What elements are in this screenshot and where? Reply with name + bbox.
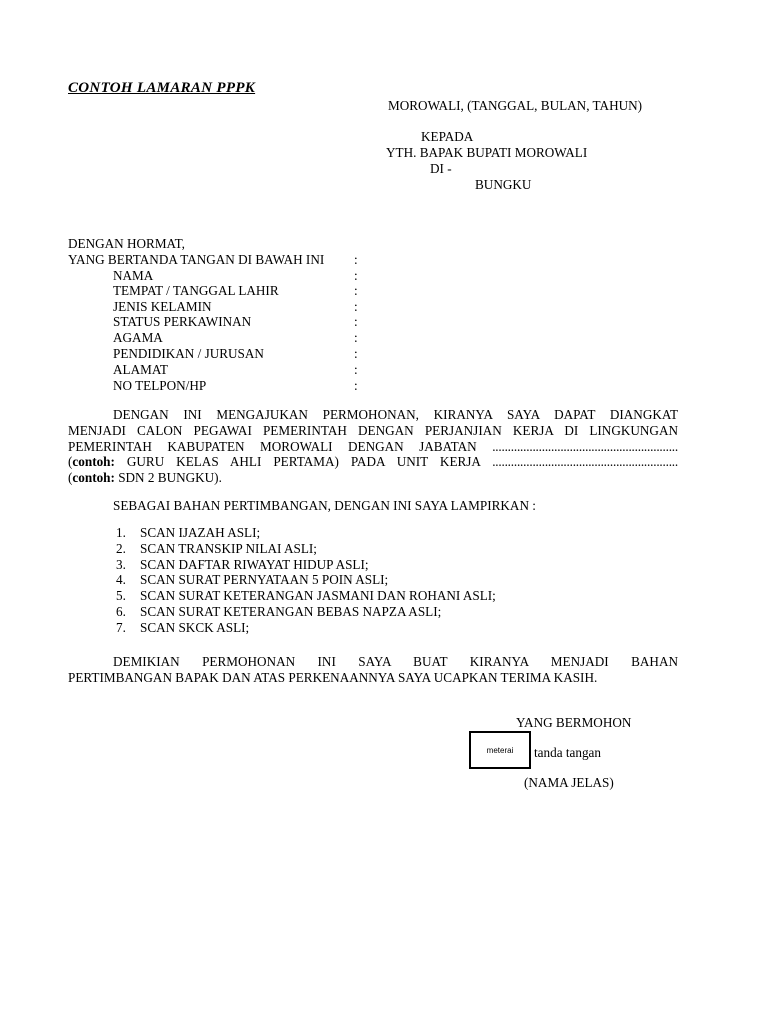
closing-line: PERTIMBANGAN BAPAK DAN ATAS PERKENAANNYA SAYA UCAPKAN TERIMA KASIH. — [68, 669, 598, 685]
recipient-di: DI - — [430, 161, 452, 176]
signature-placeholder: tanda tangan — [534, 745, 602, 760]
list-item-number: 1. — [116, 525, 126, 540]
list-item-text: SCAN IJAZAH ASLI; — [140, 525, 261, 540]
recipient-kepada: KEPADA — [421, 129, 474, 144]
list-item-number: 7. — [116, 619, 126, 635]
paragraph-line: DENGAN INI MENGAJUKAN PERMOHONAN, KIRANYA SAYA DAPAT DIANGKAT — [113, 407, 678, 422]
list-item — [116, 604, 496, 620]
field-colon: : — [354, 378, 358, 393]
list-item-text: SCAN TRANSKIP NILAI ASLI; — [140, 540, 317, 556]
field-colon: : — [354, 330, 358, 345]
list-item-text: SCAN SURAT KETERANGAN BEBAS NAPZA ASLI; — [140, 603, 442, 619]
list-item-number: 5. — [116, 588, 126, 604]
list-item-text: SCAN SKCK ASLI; — [140, 619, 250, 635]
list-item — [116, 525, 496, 541]
list-item-text: SCAN SURAT KETERANGAN JASMANI DAN ROHANI ASLI; — [140, 588, 496, 604]
paragraph-line: (contoh: GURU KELAS AHLI PERTAMA) PADA UNIT KERJA ............................................................ — [68, 454, 678, 470]
signatory-name: (NAMA JELAS) — [524, 775, 614, 790]
list-item — [116, 572, 496, 588]
unit-dots: ............................................................ — [492, 454, 678, 470]
document-title: CONTOH LAMARAN PPPK — [68, 80, 256, 96]
paragraph-line: MENJADI CALON PEGAWAI PEMERINTAH DENGAN PERJANJIAN KERJA DI LINGKUNGAN — [68, 422, 678, 438]
application-paragraph — [68, 407, 678, 486]
recipient-place: BUNGKU — [475, 177, 532, 192]
field-alamat-label: ALAMAT — [113, 362, 168, 377]
field-colon: : — [354, 298, 358, 314]
closing-line: DEMIKIAN PERMOHONAN INI SAYA BUAT KIRANYA MENJADI BAHAN — [113, 654, 678, 669]
field-pendidikan-label: PENDIDIKAN / JURUSAN — [113, 346, 264, 361]
field-colon: : — [354, 362, 358, 377]
list-item-text: SCAN SURAT PERNYATAAN 5 POIN ASLI; — [140, 572, 389, 588]
jabatan-text: PEMERINTAH KABUPATEN MOROWALI DENGAN JABATAN — [68, 438, 477, 454]
greeting: DENGAN HORMAT, — [68, 236, 185, 251]
field-colon: : — [354, 314, 358, 329]
list-item — [116, 541, 496, 557]
field-colon: : — [354, 283, 358, 298]
list-item — [116, 588, 496, 604]
list-item-number: 2. — [116, 540, 126, 556]
field-ttl-label: TEMPAT / TANGGAL LAHIR — [113, 283, 279, 298]
list-item-number: 3. — [116, 556, 126, 572]
date-line: MOROWALI, (TANGGAL, BULAN, TAHUN) — [388, 98, 643, 113]
intro-colon: : — [354, 252, 358, 267]
field-jenis-kelamin-label: JENIS KELAMIN — [113, 298, 212, 314]
meterai-text: meterai — [486, 745, 514, 755]
contoh-label: contoh: — [72, 454, 115, 470]
jabatan-dots: ............................................................ — [492, 438, 678, 454]
field-telpon-label: NO TELPON/HP — [113, 378, 207, 393]
field-colon: : — [354, 346, 358, 361]
signature-label: YANG BERMOHON — [516, 715, 632, 730]
recipient-yth: YTH. BAPAK BUPATI MOROWALI — [386, 145, 588, 160]
intro-line: YANG BERTANDA TANGAN DI BAWAH INI — [68, 252, 325, 267]
contoh-jabatan-text: GURU KELAS AHLI PERTAMA) PADA UNIT KERJA — [126, 454, 481, 470]
paragraph-line: (contoh: SDN 2 BUNGKU). — [68, 470, 222, 486]
field-status-label: STATUS PERKAWINAN — [113, 314, 252, 329]
meterai-stamp-box — [469, 731, 531, 769]
field-agama-label: AGAMA — [113, 330, 163, 345]
field-colon: : — [354, 267, 358, 283]
paragraph-line — [68, 439, 678, 455]
closing-paragraph — [68, 654, 678, 686]
attachments-intro: SEBAGAI BAHAN PERTIMBANGAN, DENGAN INI SAYA LAMPIRKAN : — [113, 498, 536, 513]
list-item — [116, 557, 496, 573]
contoh-unit-text: SDN 2 BUNGKU). — [118, 470, 222, 486]
attachments-list — [116, 525, 496, 636]
contoh-label: contoh: — [72, 470, 115, 486]
list-item-number: 6. — [116, 603, 126, 619]
list-item — [116, 620, 496, 636]
field-nama-label: NAMA — [113, 267, 154, 283]
list-item-number: 4. — [116, 572, 126, 588]
list-item-text: SCAN DAFTAR RIWAYAT HIDUP ASLI; — [140, 556, 369, 572]
